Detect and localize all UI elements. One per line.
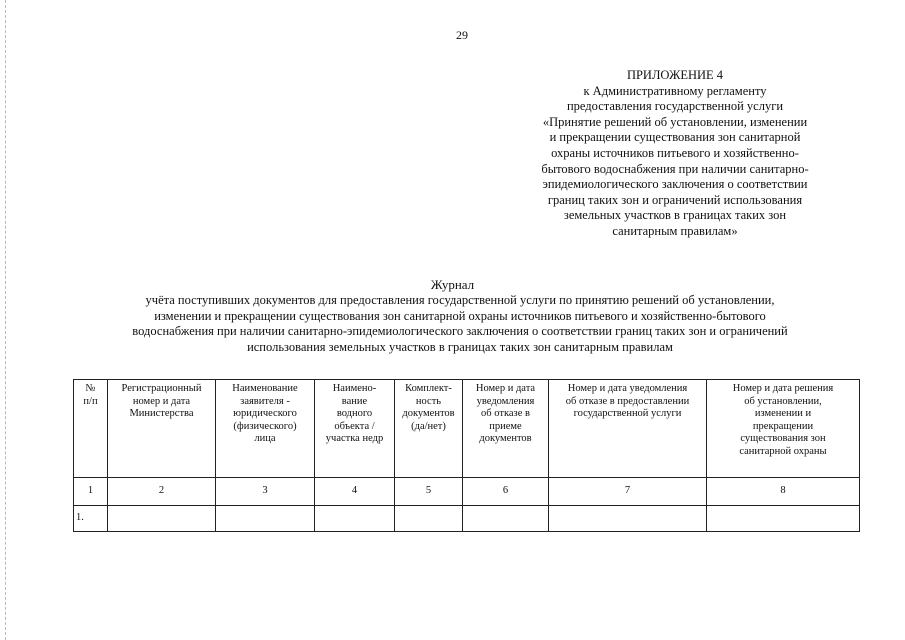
appendix-line: и прекращении существования зон санитарной <box>549 130 801 145</box>
column-header-number: № п/п <box>74 380 108 478</box>
column-header-applicant: Наименование заявителя - юридического (физического) лица <box>216 380 315 478</box>
page-number: 29 <box>456 28 468 42</box>
table-cell <box>108 506 216 532</box>
table-cell <box>549 506 707 532</box>
table-cell: 1. <box>74 506 108 532</box>
column-number: 1 <box>74 478 108 506</box>
column-number: 5 <box>395 478 463 506</box>
journal-title: Журнал <box>430 277 475 292</box>
table-cell <box>463 506 549 532</box>
column-header-refusal-acceptance: Номер и дата уведомления об отказе в приеме документов <box>463 380 549 478</box>
appendix-line: санитарным правилам» <box>612 223 738 238</box>
column-header-completeness: Комплект- ность документов (да/нет) <box>395 380 463 478</box>
table-cell <box>395 506 463 532</box>
journal-subtitle-line: использования земельных участков в границах таких зон санитарным правилам <box>247 339 673 354</box>
appendix-line: земельных участков в границах таких зон <box>563 208 787 223</box>
journal-table <box>73 379 860 532</box>
table-cell <box>707 506 860 532</box>
appendix-title: ПРИЛОЖЕНИЕ 4 <box>626 68 724 82</box>
appendix-line: границ таких зон и ограничений использования <box>547 192 803 207</box>
table-cell <box>315 506 395 532</box>
journal-subtitle <box>50 293 870 355</box>
column-header-refusal-service: Номер и дата уведомления об отказе в предоставлении государственной услуги <box>549 380 707 478</box>
table-header-row <box>74 380 860 478</box>
appendix-line: к Административному регламенту <box>583 83 767 98</box>
column-number: 4 <box>315 478 395 506</box>
journal-subtitle-line: водоснабжения при наличии санитарно-эпидемиологического заключения о соответствии границ таких зон и ограничений <box>132 324 788 339</box>
column-number: 7 <box>549 478 707 506</box>
appendix-line: бытового водоснабжения при наличии санитарно- <box>541 161 809 176</box>
page-edge-divider <box>5 0 6 640</box>
column-header-water-object: Наимено- вание водного объекта / участка недр <box>315 380 395 478</box>
appendix-block <box>505 68 845 240</box>
table-row <box>74 506 860 532</box>
appendix-line: охраны источников питьевого и хозяйственно- <box>551 145 799 160</box>
appendix-line: эпидемиологического заключения о соответствии <box>542 177 808 192</box>
column-header-registration: Регистрационный номер и дата Министерства <box>108 380 216 478</box>
column-number: 6 <box>463 478 549 506</box>
column-header-decision: Номер и дата решения об установлении, изменении и прекращении существования зон санитарной охраны <box>707 380 860 478</box>
column-number: 3 <box>216 478 315 506</box>
column-number-row <box>74 478 860 506</box>
journal-subtitle-line: учёта поступивших документов для предоставления государственной услуги по принятию решений об установлении, <box>145 293 775 307</box>
column-number: 8 <box>707 478 860 506</box>
appendix-line: «Принятие решений об установлении, изменении <box>542 114 808 129</box>
table-cell <box>216 506 315 532</box>
journal-subtitle-line: изменении и прекращении существования зон санитарной охраны источников питьевого и хозяйственно-бытового <box>154 308 766 323</box>
appendix-line: предоставления государственной услуги <box>566 99 784 114</box>
column-number: 2 <box>108 478 216 506</box>
